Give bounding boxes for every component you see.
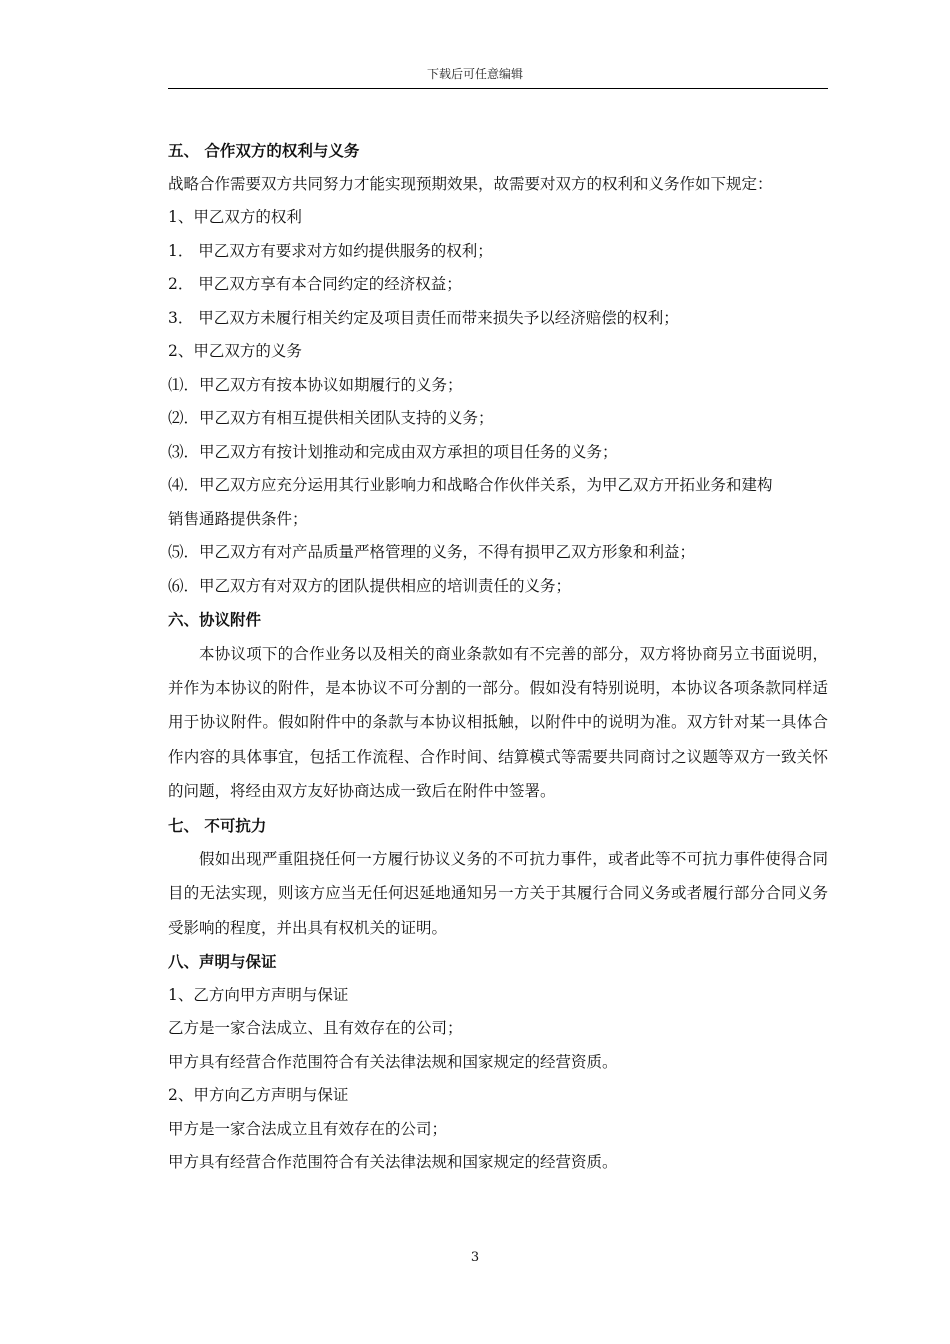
declaration-1-item: 乙方是一家合法成立、且有效存在的公司； bbox=[168, 1019, 463, 1038]
rights-title: 1、甲乙双方的权利 bbox=[168, 208, 302, 226]
section-7-title: 七、 不可抗力 bbox=[168, 815, 267, 835]
rights-item: 3． 甲乙双方未履行相关约定及项目责任而带来损失予以经济赔偿的权利； bbox=[168, 308, 679, 327]
section-5-title: 五、 合作双方的权利与义务 bbox=[168, 141, 360, 160]
declaration-1-title: 1、乙方向甲方声明与保证 bbox=[168, 985, 349, 1004]
declaration-2-title: 2、甲方向乙方声明与保证 bbox=[168, 1086, 349, 1105]
declaration-2-item: 甲方具有经营合作范围符合有关法律法规和国家规定的经营资质。 bbox=[168, 1153, 618, 1172]
declaration-1-item: 甲方具有经营合作范围符合有关法律法规和国家规定的经营资质。 bbox=[168, 1052, 618, 1071]
section-6-title: 六、协议附件 bbox=[168, 610, 262, 629]
document-body bbox=[168, 134, 828, 1180]
duties-title: 2、甲乙双方的义务 bbox=[168, 342, 302, 360]
header-note: 下载后可任意编辑 bbox=[426, 67, 523, 81]
duties-item: ⑶．甲乙双方有按计划推动和完成由双方承担的项目任务的义务； bbox=[168, 442, 618, 461]
declaration-2-item: 甲方是一家合法成立且有效存在的公司； bbox=[168, 1119, 448, 1138]
section-6-paragraph: 本协议项下的合作业务以及相关的商业条款如有不完善的部分，双方将协商另立书面说明，并作为本协议的附件，是本协议不可分割的一部分。假如没有特别说明，本协议各项条款同样适用于协议附件。假如附件中的条款与本协议相抵触，以附件中的说明为准。双方针对某一具体合作内容的具体事宜，包括工作流程、合作时间、结算模式等需要共同商讨之议题等双方一致关怀的问题，将经由双方友好协商达成一致后在附件中签署。 bbox=[168, 644, 828, 801]
rights-item: 1． 甲乙双方有要求对方如约提供服务的权利； bbox=[168, 241, 493, 260]
header-divider bbox=[168, 88, 828, 89]
duties-item-continuation: 销售通路提供条件； bbox=[168, 509, 308, 528]
duties-item: ⑵．甲乙双方有相互提供相关团队支持的义务； bbox=[168, 409, 494, 427]
duties-item: ⑴．甲乙双方有按本协议如期履行的义务； bbox=[168, 375, 463, 394]
section-8-title: 八、声明与保证 bbox=[168, 952, 277, 972]
duties-item: ⑹．甲乙双方有对双方的团队提供相应的培训责任的义务； bbox=[168, 576, 572, 595]
section-7-paragraph: 假如出现严重阻挠任何一方履行协议义务的不可抗力事件，或者此等不可抗力事件使得合同目的无法实现，则该方应当无任何迟延地通知另一方关于其履行合同义务或者履行部分合同义务受影响的程度，并出具有权机关的证明。 bbox=[168, 850, 828, 937]
page-number: 3 bbox=[470, 1250, 480, 1265]
duties-item: ⑸．甲乙双方有对产品质量严格管理的义务，不得有损甲乙双方形象和利益； bbox=[168, 543, 696, 561]
duties-item: ⑷．甲乙双方应充分运用其行业影响力和战略合作伙伴关系，为甲乙双方开拓业务和建构 bbox=[168, 476, 773, 494]
rights-item: 2． 甲乙双方享有本合同约定的经济权益； bbox=[168, 275, 462, 293]
section-5-intro: 战略合作需要双方共同努力才能实现预期效果，故需要对双方的权利和义务作如下规定： bbox=[168, 174, 773, 193]
